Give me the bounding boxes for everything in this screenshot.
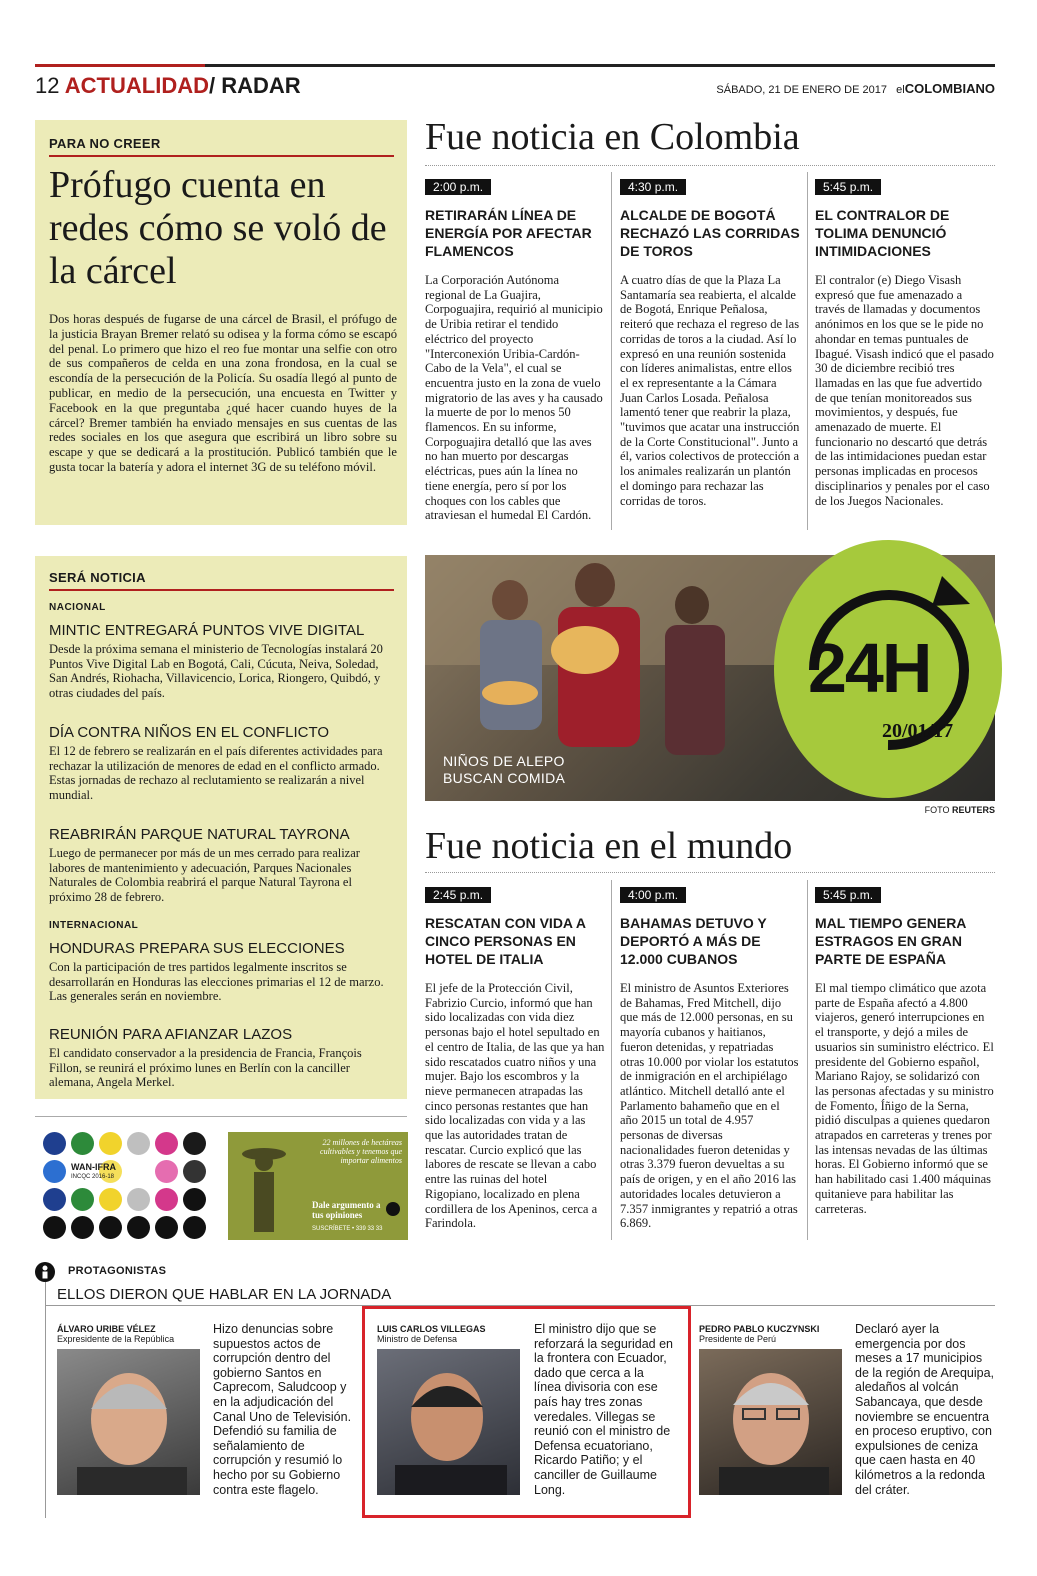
time-badge: 2:00 p.m. [425, 179, 491, 195]
colombia-body-2: A cuatro días de que la Plaza La Santamaría sea reabierta, el alcalde de Bogotá, Enrique Peñalosa, reiteró que rechaza el regreso de las corridas de toros a la ciudad. Así lo expresó en una reunión sostenida con líderes animalistas, entre ellos el ex representante a la Cámara Juan Carlos Losada. Peñalosa lamentó tener que reabrir la plaza, "tuvimos que acatar una instrucción de la Corte Constitucional". Junto a él, varios colectivos de protección a los animales realizarán un plantón el domingo para rechazar las corridas de toros. [620, 273, 800, 508]
mundo-rule [425, 872, 995, 873]
colombia-headline-3: EL CONTRALOR DE TOLIMA DENUNCIÓ INTIMIDACIONES [815, 207, 950, 259]
brand-name: COLOMBIANO [904, 81, 995, 96]
protagonistas-kicker: PROTAGONISTAS [68, 1265, 167, 1277]
time-badge: 4:30 p.m. [620, 179, 686, 195]
person-3-text: Declaró ayer la emergencia por dos meses a 17 municipios de la región de Arequipa, aledaños al volcán Sabancaya, que desde noviembre se encuentra en proceso eruptivo, con expulsiones de ceniza que caen hasta en 40 kilómetros a la redonda del cráter. [855, 1322, 994, 1497]
mundo-headline-1: RESCATAN CON VIDA A CINCO PERSONAS EN HOTEL DE ITALIA [425, 915, 586, 967]
sera-noticia-kicker: SERÁ NOTICIA [49, 570, 146, 585]
ad-cta: Dale argumento a tus opiniones [312, 1200, 381, 1220]
mundo-headline-3: MAL TIEMPO GENERA ESTRAGOS EN GRAN PARTE DE ESPAÑA [815, 915, 966, 967]
incqc-label: INCQC 2016-18 [71, 1174, 115, 1180]
time-badge: 5:45 p.m. [815, 179, 881, 195]
header-right [716, 81, 995, 96]
column-divider [807, 172, 808, 530]
time-badge: 2:45 p.m. [425, 887, 491, 903]
sera-body-1: Desde la próxima semana el ministerio de Tecnologías instalará 20 Puntos Vive Digital Lab en Bogotá, Cali, Cúcuta, Neiva, Soledad, San Andrés, Riohacha, Villavicencio, Lorica, Riongero, Quibdó, y otras ciudades del país. [49, 642, 383, 701]
colombia-item-1 [425, 178, 603, 523]
person-2-role: Ministro de Defensa [377, 1334, 458, 1344]
mundo-body-1: El jefe de la Protección Civil, Fabrizio Curcio, informó que han sido localizadas con vida diez personas bajo el hotel sepultado en el centro de Italia, de las que ya han sido rescatados cuatro niños y una mujer. Bajo los escombros y la nieve permanecen atrapadas las cinco personas restantes que han sido localizadas con vida y a las que las autoridades tratan de rescatar. Curcio explicó que las labores de rescate se llevan a cabo entre las ruinas del hotel Rigopiano, localizado en plena cordillera de los Apeninos, cerca a Farindola. [425, 981, 605, 1231]
page-date: SÁBADO, 21 DE ENERO DE 2017 [716, 84, 887, 96]
person-1-name: ÁLVARO URIBE VÉLEZ [57, 1324, 156, 1334]
colombia-item-3 [815, 178, 995, 508]
person-1-text: Hizo denuncias sobre supuestos actos de corrupción dentro del gobierno Santos en Caprecom, Saludcoop y en la adjudicación del Canal Uno de Televisión. Defendió su familia de señalamiento de corrupción y resumió lo hecho por su Gobierno contra este flagelo. [213, 1322, 352, 1497]
mundo-headline-2: BAHAMAS DETUVO Y DEPORTÓ A MÁS DE 12.000 CUBANOS [620, 915, 767, 967]
colombia-title: Fue noticia en Colombia [425, 116, 800, 158]
time-badge: 4:00 p.m. [620, 887, 686, 903]
person-3-name: PEDRO PABLO KUCZYNSKI [699, 1324, 820, 1334]
column-divider [807, 880, 808, 1240]
person-1-role: Expresidente de la República [57, 1334, 175, 1344]
mundo-item-3 [815, 886, 995, 1216]
badge-date: 20/01/17 [882, 720, 954, 742]
person-2-photo [377, 1349, 520, 1495]
brand-prefix: el [896, 84, 905, 96]
colombia-headline-1: RETIRARÁN LÍNEA DE ENERGÍA POR AFECTAR FLAMENCOS [425, 207, 592, 259]
mundo-body-2: El ministro de Asuntos Exteriores de Bahamas, Fred Mitchell, dijo que más de 12.000 personas, en su mayoría cubanos y haitianos, fueron detenidas, y repatriadas otras 10.000 por violar los estatutos de inmigración en el archipiélago atlántico. Mitchell detalló ante el Parlamento bahameño que en el año 2015 un total de 4.957 personas de diversas nacionalidades fueron detenidas y otras 3.379 fueron devueltas a su país de origen, y en el año 2016 las autoridades locales detuvieron a 7.357 inmigrantes y repatrió a otras 6.869. [620, 981, 799, 1231]
sera-headline-2: DÍA CONTRA NIÑOS EN EL CONFLICTO [49, 724, 330, 741]
photo-credit: FOTO REUTERS [924, 805, 995, 815]
badge-24h-text: 24H [808, 629, 931, 707]
mundo-item-1 [425, 886, 605, 1231]
section-name: ACTUALIDAD [64, 73, 209, 98]
sera-body-2: El 12 de febrero se realizarán en el país diferentes actividades para rechazar la utilización de menores de edad en el conflicto armado. Estas jornadas de rechazo al reclutamiento se realizarán a nivel mundial. [49, 744, 383, 803]
sera-headline-4: HONDURAS PREPARA SUS ELECCIONES [49, 940, 345, 957]
mundo-item-2 [620, 886, 800, 1231]
protagonistas-vline [45, 1282, 46, 1518]
para-no-creer-kicker: PARA NO CREER [49, 136, 161, 151]
person-3-role: Presidente de Perú [699, 1334, 777, 1344]
color-test-strip [35, 1122, 215, 1242]
person-icon [35, 1262, 55, 1282]
colombia-rule [425, 165, 995, 166]
sera-headline-5: REUNIÓN PARA AFIANZAR LAZOS [49, 1026, 293, 1043]
page-header: 12 ACTUALIDAD/ RADAR [35, 73, 301, 98]
sera-body-5: El candidato conservador a la presidencia de Francia, François Fillon, se reunirá el próximo lunes en Berlín con la canciller alemana, Angela Merkel. [49, 1046, 362, 1090]
kicker-rule [49, 155, 394, 157]
mundo-title: Fue noticia en el mundo [425, 825, 793, 867]
para-no-creer-title: Prófugo cuenta en redes cómo se voló de la cárcel [49, 164, 387, 292]
sera-headline-1: MINTIC ENTREGARÁ PUNTOS VIVE DIGITAL [49, 622, 365, 639]
international-label: INTERNACIONAL [49, 920, 139, 931]
mundo-body-3: El mal tiempo climático que azota parte de España afectó a 4.800 viajeros, generó interrupciones en el transporte, y dejó a miles de usuarios sin suministro eléctrico. El presidente del Gobierno español, Mariano Rajoy, se solidarizó con las personas afectadas y su ministro de Fomento, Íñigo de la Serna, pidió disculpas a quienes quedaron atrapados en carreteras y trenes por las intensas nevadas de las últimas horas. El Gobierno informó que se han habilitado casi 1.400 máquinas quitanieve para habilitar las carreteras. [815, 981, 994, 1216]
clock-icon [386, 1202, 400, 1216]
colombia-item-2 [620, 178, 800, 508]
column-divider [611, 880, 612, 1240]
ads-rule [35, 1116, 407, 1117]
wan-ifra-logo: WAN-IFRA [71, 1162, 116, 1172]
colombia-body-3: El contralor (e) Diego Visash expresó que fue amenazado a través de llamadas y documentos anónimos en los que se le pide no ahondar en temas puntuales de Ibagué. Visash indicó que el pasado 30 de diciembre recibió tres llamadas en las que fue advertido de que tenían monitoreados sus movimientos, y después, fue amenazado de muerte. El funcionario no descartó que detrás de las intimidaciones puedan estar personas implicadas en procesos disciplinarios y penales por el caso de los Juegos Nacionales. [815, 273, 994, 508]
subsection-name: RADAR [221, 73, 301, 98]
kicker-rule [49, 589, 394, 591]
colombia-headline-2: ALCALDE DE BOGOTÁ RECHAZÓ LAS CORRIDAS DE TOROS [620, 207, 800, 259]
protagonistas-title: ELLOS DIERON QUE HABLAR EN LA JORNADA [57, 1286, 392, 1303]
person-3-photo [699, 1349, 842, 1495]
sera-noticia-box [35, 556, 407, 1099]
sera-body-3: Luego de permanecer por más de un mes cerrado para realizar labores de mantenimiento y adecuación, Parques Nacionales Naturales de Colombia reabrirá el parque Natural Tayrona el próximo 28 de febrero. [49, 846, 360, 905]
colombia-body-1: La Corporación Autónoma regional de La Guajira, Corpoguajira, requirió al municipio de Uribia retirar el tendido eléctrico del proyecto "Interconexión Uribia-Cardón-Cabo de la Vela", el cual se encuentra justo en la zona de vuelo migratorio de las aves y ha causado la muerte de por lo menos 50 flamencos. En su informe, Corpoguajira detalló que las aves no han muerto por descargas eléctricas, pues aún la línea no tiene energía, pero sí por los choques con los cables que atraviesan el humedal El Cardón. [425, 273, 603, 523]
farmer-silhouette-icon [236, 1132, 296, 1240]
subscription-ad[interactable] [228, 1132, 408, 1240]
column-divider [611, 172, 612, 530]
ad-text: 22 millones de hectáreas cultivables y tenemos que importar alimentos [320, 1138, 402, 1165]
person-2-text: El ministro dijo que se reforzará la seguridad en la frontera con Ecuador, dado que cerca a la línea divisoria con ese país hay tres zonas veredales. Villegas se reunió con el ministro de Defensa ecuatoriano, Ricardo Patiño; y el canciller de Guillaume Long. [534, 1322, 673, 1497]
sera-headline-3: REABRIRÁN PARQUE NATURAL TAYRONA [49, 826, 350, 843]
top-rule [35, 64, 995, 67]
24h-badge [774, 540, 1002, 798]
person-2-name: LUIS CARLOS VILLEGAS [377, 1324, 486, 1334]
ad-subscribe: SUSCRÍBETE • 339 33 33 [312, 1226, 383, 1232]
sera-body-4: Con la participación de tres partidos legalmente inscritos se desarrollarán en Honduras las elecciones primarias el 12 de marzo. Las generales serán en noviembre. [49, 960, 384, 1004]
page-number: 12 [35, 73, 60, 98]
time-badge: 5:45 p.m. [815, 887, 881, 903]
para-no-creer-body: Dos horas después de fugarse de una cárcel de Brasil, el prófugo de la justicia Brayan Bremer relató su odisea y la forma cómo se escapó del penal. Lo primero que hizo el reo fue montar una selfie con otro de sus compañeros de celda en una zona frondosa, en la cual se escondía de la persecución de la Policía. Su osadía llegó al punto de publicar, en medio de la persecución, una encuesta en Twitter y Facebook en la que preguntaba ¿qué hacer cuando huyes de la cárcel? Bremer también ha enviado mensajes en sus cuentas de las redes sociales en los que asegura que escribirá un libro sobre su escape y que se dedicará a la prostitución. Publicó también que le gusta tocar la batería y adora el internet 3G de su teléfono móvil. [49, 312, 397, 474]
photo-caption: NIÑOS DE ALEPO BUSCAN COMIDA [443, 753, 566, 786]
para-no-creer-box [35, 120, 407, 525]
person-1-photo [57, 1349, 200, 1495]
national-label: NACIONAL [49, 602, 106, 613]
